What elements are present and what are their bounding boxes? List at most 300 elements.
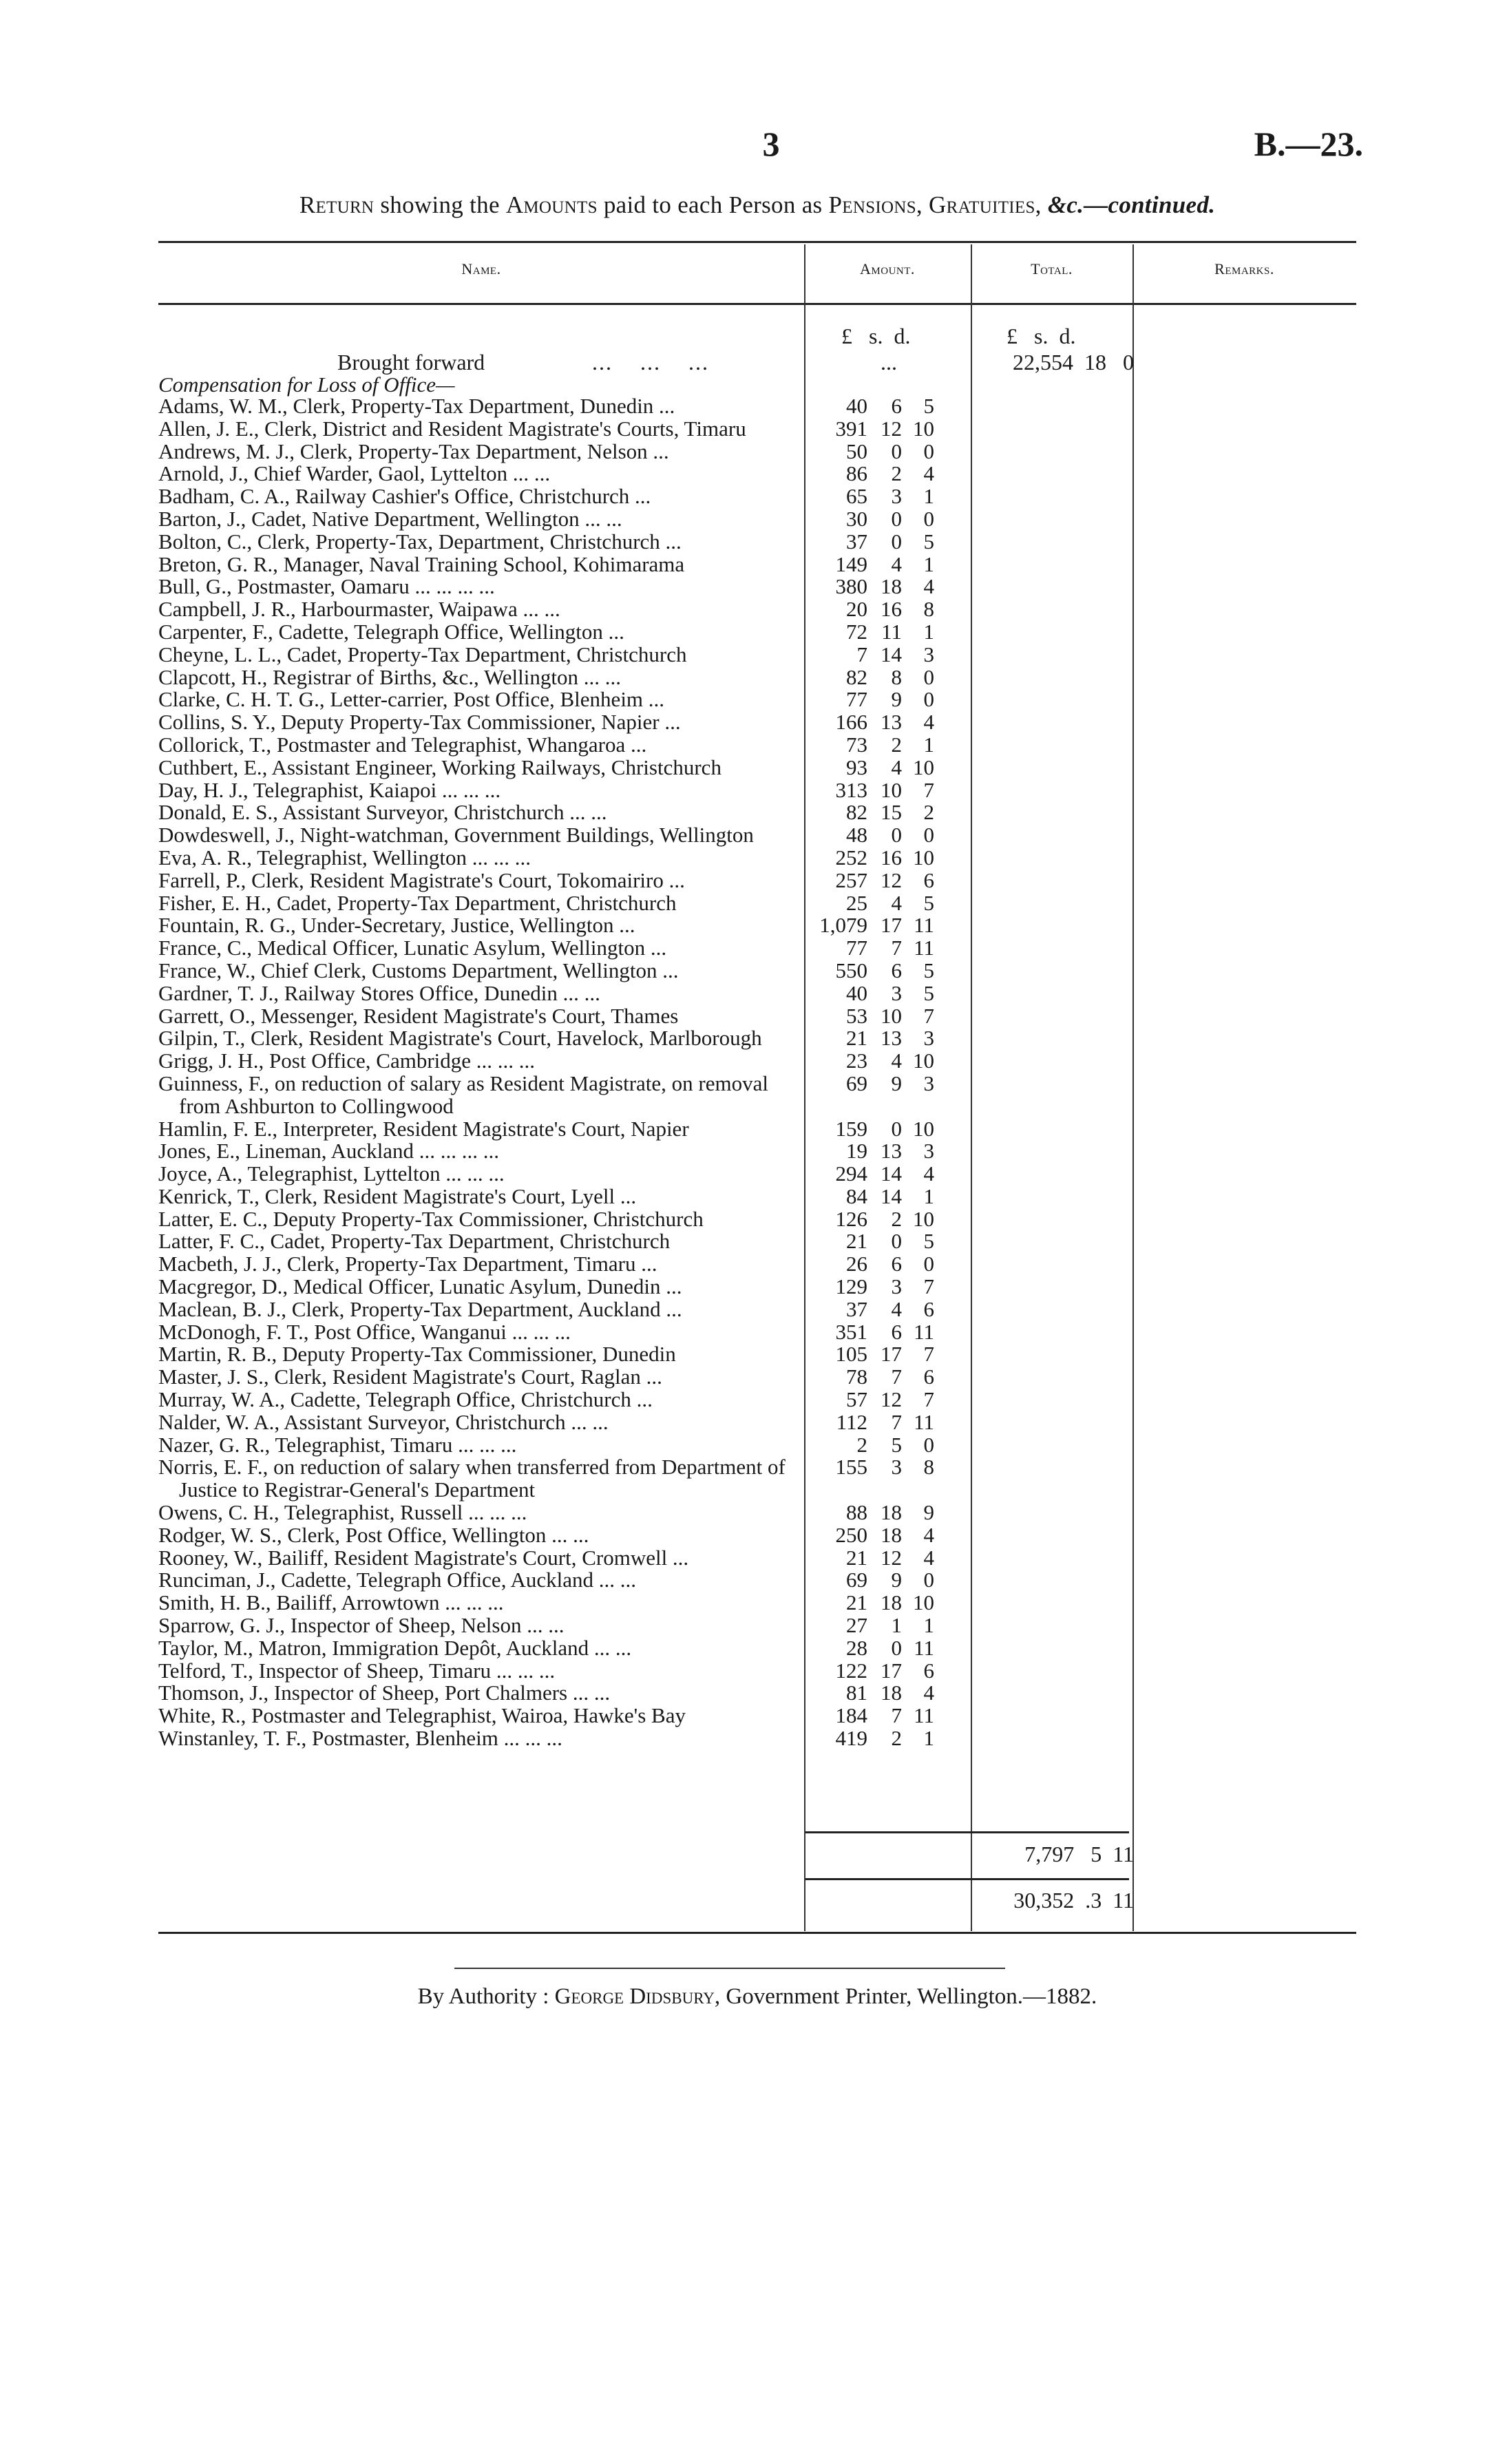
payee-name: Martin, R. B., Deputy Property-Tax Commissioner, Dunedin [158, 1342, 676, 1367]
amount-shillings: 6 [891, 394, 902, 418]
amount-pence: 8 [923, 597, 934, 622]
amount-pounds: 21 [846, 1229, 867, 1254]
amount [816, 1456, 1119, 1479]
amount [816, 1389, 1119, 1411]
amount-pounds: 53 [846, 1003, 867, 1028]
column-header-name: Name. [461, 260, 501, 277]
amount-pounds: 21 [846, 1026, 867, 1051]
table-row [158, 1637, 1356, 1660]
amount [816, 1140, 1119, 1163]
amount [816, 1660, 1119, 1683]
amount-shillings: 12 [881, 867, 902, 892]
amount-pence: 2 [923, 800, 934, 825]
amount-pounds: 380 [835, 574, 867, 599]
amount-pence: 4 [923, 574, 934, 599]
amount-pounds: 27 [846, 1613, 867, 1638]
payee-name: Adams, W. M., Clerk, Property-Tax Department, Dunedin ... [158, 394, 675, 418]
amount-shillings: 7 [891, 936, 902, 960]
amount [816, 1366, 1119, 1389]
payee-name: Smith, H. B., Bailiff, Arrowtown ... ... ... [158, 1590, 504, 1615]
amount-pence: 7 [923, 1387, 934, 1412]
amount-pence: 11 [914, 936, 934, 960]
table-row [158, 892, 1356, 915]
amount-shillings: 18 [881, 1681, 902, 1705]
column-header-total: Total. [1031, 260, 1073, 277]
amount-pence: 1 [923, 1183, 934, 1208]
payee-name: Murray, W. A., Cadette, Telegraph Office, Christchurch ... [158, 1387, 653, 1412]
amount [816, 1253, 1119, 1276]
amount-shillings: 13 [881, 710, 902, 735]
amount [816, 1005, 1119, 1028]
title-word [1042, 191, 1048, 218]
table-row [158, 531, 1356, 554]
table-row [158, 441, 1356, 463]
table-row [158, 644, 1356, 666]
payee-name: Andrews, M. J., Clerk, Property-Tax Department, Nelson ... [158, 439, 669, 463]
table-row [158, 1660, 1356, 1683]
amount-pounds: 65 [846, 484, 867, 509]
section-heading: Compensation for Loss of Office— [158, 372, 455, 397]
amount-shillings: 4 [891, 551, 902, 576]
table-row [158, 551, 1356, 576]
amount [816, 418, 1119, 441]
table-top-rule [158, 241, 1356, 243]
amount [816, 1230, 1119, 1253]
amount-shillings: 0 [891, 529, 902, 554]
payee-name: Bull, G., Postmaster, Oamaru ... ... ... ... [158, 574, 495, 599]
amount-pence: 6 [923, 1365, 934, 1389]
payee-name: Farrell, P., Clerk, Resident Magistrate's Court, Tokomairiro ... [158, 867, 685, 892]
amount-pounds: 126 [835, 1206, 867, 1231]
grand-total: 30,352 .3 11 [1013, 1888, 1134, 1913]
amount-shillings: 9 [891, 687, 902, 712]
amount-pounds: 69 [846, 1071, 867, 1095]
amount-shillings: 13 [881, 1026, 902, 1051]
amount-shillings: 17 [881, 1658, 902, 1683]
payee-name: France, C., Medical Officer, Lunatic Asylum, Wellington ... [158, 936, 667, 960]
table-row [158, 395, 1356, 418]
title-word: Return [299, 191, 375, 218]
payee-name: Breton, G. R., Manager, Naval Training School, Kohimarama [158, 551, 685, 576]
amount [816, 1524, 1119, 1547]
amount-pounds: 26 [846, 1252, 867, 1276]
payee-name: McDonogh, F. T., Post Office, Wanganui ... ... ... [158, 1319, 571, 1344]
amount-shillings: 14 [881, 642, 902, 666]
amount-pounds: 72 [846, 619, 867, 644]
amount [816, 1637, 1119, 1660]
payee-name: Macbeth, J. J., Clerk, Property-Tax Department, Timaru ... [158, 1252, 657, 1276]
amount-pounds: 82 [846, 800, 867, 825]
amount-pounds: 19 [846, 1139, 867, 1163]
amount-units: £ s. d. [841, 324, 911, 348]
amount [816, 937, 1119, 960]
imprint-prefix: By Authority : [417, 1984, 555, 2009]
amount-pounds: 250 [835, 1522, 867, 1547]
amount-pence: 1 [923, 1726, 934, 1751]
amount-shillings: 0 [891, 1229, 902, 1254]
amount-shillings: 0 [891, 1635, 902, 1660]
amount-pounds: 7 [856, 642, 867, 666]
amount-pounds: 86 [846, 461, 867, 486]
payee-name: Owens, C. H., Telegraphist, Russell ... ... ... [158, 1500, 527, 1525]
amount [816, 508, 1119, 531]
amount-pence: 10 [913, 1116, 934, 1141]
amount-pounds: 30 [846, 506, 867, 531]
payee-name: Winstanley, T. F., Postmaster, Blenheim ... ... ... [158, 1726, 562, 1751]
payee-name: Carpenter, F., Cadette, Telegraph Office, Wellington ... [158, 619, 624, 644]
table-row [158, 1547, 1356, 1570]
amount [816, 576, 1119, 598]
amount-shillings: 4 [891, 1049, 902, 1073]
amount-pence: 1 [923, 732, 934, 757]
document-code: B.—23. [1254, 125, 1363, 163]
amount-pence: 11 [914, 1319, 934, 1344]
table-row [158, 1524, 1356, 1547]
payee-name: Telford, T., Inspector of Sheep, Timaru ... ... ... [158, 1658, 556, 1683]
payee-name: Rodger, W. S., Clerk, Post Office, Wellington ... ... [158, 1522, 589, 1547]
table-row [158, 847, 1356, 870]
amount [816, 1705, 1119, 1727]
header-bottom-rule [158, 303, 1356, 305]
brought-forward-amount: ... [881, 350, 897, 375]
payee-name: Gilpin, T., Clerk, Resident Magistrate's Court, Havelock, Marlborough [158, 1026, 762, 1051]
amount [816, 666, 1119, 689]
amount [816, 1208, 1119, 1231]
payee-name: France, W., Chief Clerk, Customs Department, Wellington ... [158, 958, 679, 982]
amount-pounds: 37 [846, 529, 867, 554]
table-bottom-rule [158, 1932, 1356, 1934]
amount [816, 1298, 1119, 1321]
table-row [158, 1005, 1356, 1028]
amount-pence: 6 [923, 1658, 934, 1683]
amount-shillings: 4 [891, 890, 902, 915]
amount-pounds: 112 [836, 1409, 867, 1434]
total-units: £ s. d. [1007, 324, 1076, 348]
amount-pence: 5 [923, 890, 934, 915]
amount-pounds: 25 [846, 890, 867, 915]
amount-pence: 1 [923, 1613, 934, 1638]
amount-shillings: 3 [891, 980, 902, 1005]
amount-pence: 7 [923, 1274, 934, 1299]
table-row [158, 1183, 1356, 1208]
payee-name: Arnold, J., Chief Warder, Gaol, Lyttelton ... ... [158, 461, 551, 486]
payee-name: Rooney, W., Bailiff, Resident Magistrate's Court, Cromwell ... [158, 1545, 689, 1570]
amount-pounds: 84 [846, 1183, 867, 1208]
amount-pounds: 37 [846, 1296, 867, 1321]
amount-pounds: 159 [835, 1116, 867, 1141]
table-row [158, 779, 1356, 802]
payee-name: Latter, F. C., Cadet, Property-Tax Department, Christchurch [158, 1229, 671, 1254]
payee-name: Master, J. S., Clerk, Resident Magistrate's Court, Raglan ... [158, 1365, 662, 1389]
amount-shillings: 2 [891, 461, 902, 486]
amount-pence: 3 [923, 642, 934, 666]
amount-shillings: 8 [891, 664, 902, 689]
amount-pounds: 20 [846, 597, 867, 622]
amount-shillings: 0 [891, 439, 902, 463]
amount-pounds: 351 [835, 1319, 867, 1344]
amount-shillings: 3 [891, 484, 902, 509]
amount-pounds: 257 [835, 867, 867, 892]
amount-pounds: 40 [846, 394, 867, 418]
amount-pounds: 93 [846, 755, 867, 779]
amount-pounds: 166 [835, 710, 867, 735]
amount [816, 441, 1119, 463]
amount-shillings: 7 [891, 1365, 902, 1389]
amount-pounds: 149 [835, 551, 867, 576]
amount-shillings: 13 [881, 1139, 902, 1163]
table-row [158, 1298, 1356, 1321]
payee-name: Maclean, B. J., Clerk, Property-Tax Department, Auckland ... [158, 1296, 682, 1321]
amount-pence: 3 [923, 1139, 934, 1163]
payee-name: Day, H. J., Telegraphist, Kaiapoi ... ... ... [158, 777, 501, 802]
amount [816, 1614, 1119, 1637]
payee-name: Norris, E. F., on reduction of salary when transferred from Department of Justice to Registrar-General's Department [158, 1455, 786, 1502]
table-row [158, 1366, 1356, 1389]
amount-pence: 11 [914, 1703, 934, 1728]
amount-pounds: 57 [846, 1387, 867, 1412]
table-row [158, 1592, 1356, 1614]
payee-name: Joyce, A., Telegraphist, Lyttelton ... ... ... [158, 1161, 505, 1186]
amount [816, 688, 1119, 711]
amount-shillings: 12 [881, 1545, 902, 1570]
amount [816, 1569, 1119, 1592]
amount-pence: 0 [923, 439, 934, 463]
amount-pence: 6 [923, 1296, 934, 1321]
table-row [158, 485, 1356, 508]
payee-name: Garrett, O., Messenger, Resident Magistrate's Court, Thames [158, 1003, 679, 1028]
amount-pounds: 73 [846, 732, 867, 757]
amount-pounds: 78 [846, 1365, 867, 1389]
amount [816, 1434, 1119, 1457]
amount [816, 1118, 1119, 1141]
payee-name: Badham, C. A., Railway Cashier's Office, Christchurch ... [158, 484, 651, 509]
amount-pence: 1 [923, 551, 934, 576]
amount [816, 1592, 1119, 1614]
table-row [158, 801, 1356, 824]
table-row [158, 1230, 1356, 1253]
payee-name: Eva, A. R., Telegraphist, Wellington ... ... ... [158, 845, 531, 870]
amount-shillings: 16 [881, 845, 902, 870]
table-row [158, 960, 1356, 982]
amount-shillings: 4 [891, 1296, 902, 1321]
payee-name: Clarke, C. H. T. G., Letter-carrier, Post Office, Blenheim ... [158, 687, 665, 712]
title-word: Amounts [505, 191, 598, 218]
amount-shillings: 5 [891, 1432, 902, 1457]
table-row [158, 666, 1356, 689]
amount-shillings: 6 [891, 958, 902, 982]
amount [816, 779, 1119, 802]
table-row [158, 1569, 1356, 1592]
amount-pence: 11 [914, 1409, 934, 1434]
imprint-printer: George Didsbury, [554, 1984, 721, 2009]
amount-shillings: 12 [881, 1387, 902, 1412]
amount-shillings: 6 [891, 1252, 902, 1276]
amount [816, 801, 1119, 824]
amount [816, 463, 1119, 485]
table-row [158, 508, 1356, 531]
amount-pence: 0 [923, 1568, 934, 1592]
amount-pounds: 77 [846, 936, 867, 960]
amount-pounds: 48 [846, 823, 867, 847]
payee-name: Collorick, T., Postmaster and Telegraphist, Whangaroa ... [158, 732, 647, 757]
amount-pence: 1 [923, 619, 934, 644]
amount-shillings: 14 [881, 1183, 902, 1208]
grand-total-rule [805, 1878, 1129, 1880]
payee-name: Campbell, J. R., Harbourmaster, Waipawa ... ... [158, 597, 560, 622]
amount [816, 711, 1119, 734]
amount-pence: 11 [914, 1635, 934, 1660]
table-row [158, 463, 1356, 485]
amount [816, 598, 1119, 621]
amount-pence: 7 [923, 1342, 934, 1367]
amount [816, 1163, 1119, 1186]
amount-pence: 10 [913, 845, 934, 870]
amount-shillings: 9 [891, 1568, 902, 1592]
table-row [158, 1411, 1356, 1434]
amount [816, 914, 1119, 937]
amount-shillings: 6 [891, 1319, 902, 1344]
payee-name: White, R., Postmaster and Telegraphist, Wairoa, Hawke's Bay [158, 1703, 686, 1728]
amount-pence: 11 [914, 913, 934, 938]
amount-pounds: 391 [835, 416, 867, 441]
amount-pence: 4 [923, 1681, 934, 1705]
amount [816, 757, 1119, 779]
payee-name: Barton, J., Cadet, Native Department, Wellington ... ... [158, 506, 622, 531]
title-word: Pensions, Gratuities, [828, 191, 1042, 218]
imprint-suffix: Government Printer, Wellington.—1882. [720, 1984, 1097, 2009]
amount [816, 1073, 1119, 1095]
amount-pence: 10 [913, 416, 934, 441]
amount-pounds: 129 [835, 1274, 867, 1299]
amount-pence: 0 [923, 1432, 934, 1457]
table-row [158, 914, 1356, 937]
amount-pence: 5 [923, 1229, 934, 1254]
payee-name: Donald, E. S., Assistant Surveyor, Christchurch ... ... [158, 800, 607, 825]
table-row [158, 1050, 1356, 1073]
amount-pence: 4 [923, 1522, 934, 1547]
table-row [158, 1343, 1356, 1366]
table-row [158, 1253, 1356, 1276]
amount [816, 892, 1119, 915]
column-header-remarks: Remarks. [1214, 260, 1274, 277]
table-row [158, 598, 1356, 621]
amount [816, 1276, 1119, 1298]
imprint-rule [454, 1968, 1005, 1969]
amount [816, 867, 1119, 892]
amount-shillings: 16 [881, 597, 902, 622]
table-row [158, 824, 1356, 847]
table-row [158, 1705, 1356, 1727]
payee-name: Macgregor, D., Medical Officer, Lunatic Asylum, Dunedin ... [158, 1274, 682, 1299]
amount [816, 551, 1119, 576]
amount-shillings: 7 [891, 1409, 902, 1434]
amount-shillings: 10 [881, 1003, 902, 1028]
amount-pounds: 50 [846, 439, 867, 463]
table-row [158, 1502, 1356, 1524]
amount-pence: 0 [923, 664, 934, 689]
payee-name: Taylor, M., Matron, Immigration Depôt, Auckland ... ... [158, 1635, 632, 1660]
amount-pence: 5 [923, 529, 934, 554]
amount-shillings: 14 [881, 1161, 902, 1186]
amount-shillings: 2 [891, 1206, 902, 1231]
amount [816, 1183, 1119, 1208]
table-row [158, 734, 1356, 757]
payee-name: Jones, E., Lineman, Auckland ... ... ... ... [158, 1139, 500, 1163]
amount-shillings: 10 [881, 777, 902, 802]
table-row [158, 1614, 1356, 1637]
table-row [158, 1434, 1356, 1457]
amount [816, 531, 1119, 554]
payee-name: Thomson, J., Inspector of Sheep, Port Chalmers ... ... [158, 1681, 611, 1705]
brought-forward-leader: ... ... ... [592, 350, 709, 375]
amount-pounds: 21 [846, 1590, 867, 1615]
payee-name: Grigg, J. H., Post Office, Cambridge ... ... ... [158, 1049, 536, 1073]
amount-shillings: 3 [891, 1274, 902, 1299]
amount-pence: 4 [923, 1545, 934, 1570]
amount-pence: 9 [923, 1500, 934, 1525]
amount-shillings: 18 [881, 1500, 902, 1525]
table-row [158, 937, 1356, 960]
amount-pence: 0 [923, 506, 934, 531]
table-row [158, 1208, 1356, 1231]
payee-name: Allen, J. E., Clerk, District and Resident Magistrate's Courts, Timaru [158, 416, 746, 441]
amount-pence: 10 [913, 1590, 934, 1615]
amount-pounds: 2 [856, 1432, 867, 1457]
amount [816, 1502, 1119, 1524]
title-word: paid to each Person as [597, 191, 829, 218]
amount [816, 1050, 1119, 1073]
amount-shillings: 18 [881, 1522, 902, 1547]
amount-pence: 10 [913, 1206, 934, 1231]
amount-pence: 1 [923, 484, 934, 509]
amount [816, 1027, 1119, 1050]
table-row [158, 1321, 1356, 1344]
amount-pounds: 122 [835, 1658, 867, 1683]
amount-shillings: 0 [891, 823, 902, 847]
table-row [158, 1163, 1356, 1186]
amount-pounds: 252 [835, 845, 867, 870]
amount [816, 1682, 1119, 1705]
payee-name: Kenrick, T., Clerk, Resident Magistrate's Court, Lyell ... [158, 1183, 637, 1208]
amount-pence: 3 [923, 1071, 934, 1095]
amount [816, 734, 1119, 757]
amount-pounds: 21 [846, 1545, 867, 1570]
amount-pounds: 105 [835, 1342, 867, 1367]
amount-pounds: 294 [835, 1161, 867, 1186]
payee-name: Guinness, F., on reduction of salary as Resident Magistrate, on removal from Ashburton to Collingwood [158, 1071, 768, 1118]
payee-name: Collins, S. Y., Deputy Property-Tax Commissioner, Napier ... [158, 710, 681, 735]
column-header-amount: Amount. [860, 260, 915, 277]
table-row [158, 757, 1356, 779]
table-row [158, 1389, 1356, 1411]
amount-pence: 5 [923, 394, 934, 418]
brought-forward-total: 22,554 18 0 [1013, 350, 1134, 375]
amount-pence: 3 [923, 1026, 934, 1051]
amount-shillings: 15 [881, 800, 902, 825]
table-row [158, 982, 1356, 1005]
amount-shillings: 2 [891, 1726, 902, 1751]
payee-name: Runciman, J., Cadette, Telegraph Office, Auckland ... ... [158, 1568, 637, 1592]
amount-shillings: 17 [881, 913, 902, 938]
payee-name: Latter, E. C., Deputy Property-Tax Commissioner, Christchurch [158, 1206, 704, 1231]
amount [816, 1343, 1119, 1366]
title-word: &c.—continued. [1047, 191, 1216, 218]
amount [816, 982, 1119, 1005]
table-row [158, 867, 1356, 892]
subtotal-rule [805, 1831, 1129, 1833]
amount-pence: 10 [913, 1049, 934, 1073]
amount [816, 960, 1119, 982]
